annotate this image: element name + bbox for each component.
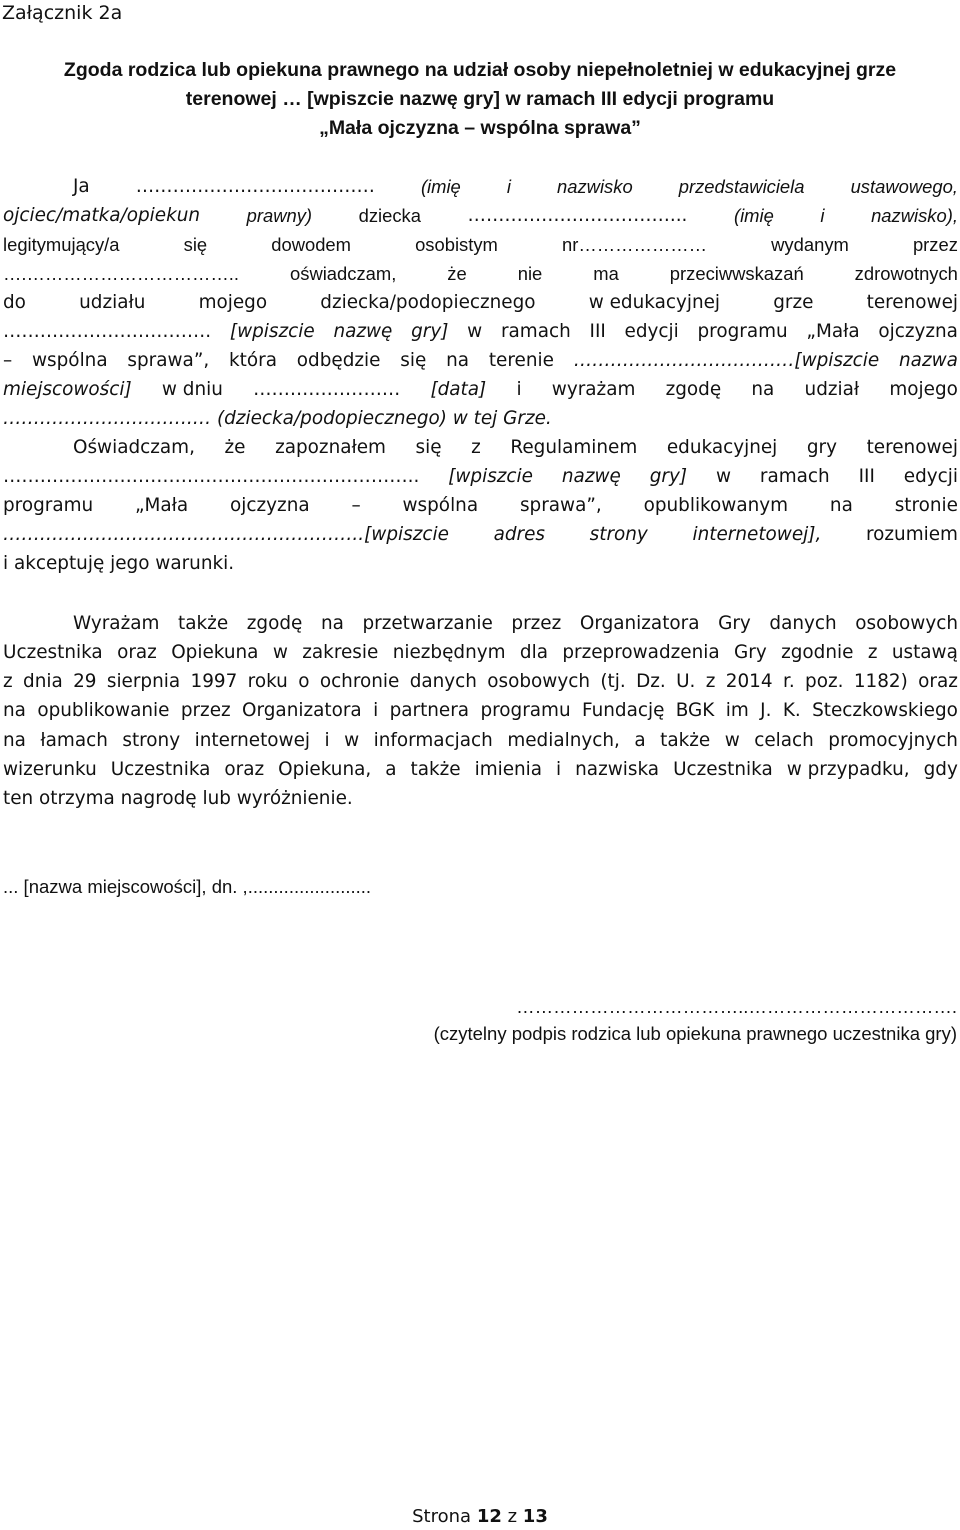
text: zgodę	[665, 379, 722, 400]
text: także	[178, 613, 229, 634]
text: przeciwwskazań	[669, 263, 804, 284]
text: III	[589, 321, 606, 342]
text: zapoznałem	[275, 437, 386, 458]
text: J.	[760, 700, 772, 721]
text: ojczyzna	[878, 321, 958, 342]
text: internetowej],	[692, 524, 822, 545]
text: oraz	[918, 671, 958, 692]
text: się	[183, 234, 208, 255]
p2-line-1	[73, 433, 958, 462]
text: Opiekuna,	[278, 759, 372, 780]
text: internetowej	[194, 730, 311, 751]
text: Steczkowskiego	[812, 700, 958, 721]
p1-line-2	[3, 201, 958, 230]
text: „Mała	[806, 321, 860, 342]
text: 29	[73, 671, 97, 692]
text: na	[3, 700, 26, 721]
text: osobistym	[415, 234, 498, 255]
p1-line-1	[73, 172, 958, 201]
text: r.	[782, 671, 795, 692]
text: Fundację	[582, 700, 665, 721]
text: Gry	[718, 613, 751, 634]
text: III	[858, 466, 875, 487]
text: sprawa”,	[127, 350, 210, 371]
text: edycji	[903, 466, 958, 487]
text: terenowej	[866, 437, 958, 458]
text: Oświadczam,	[73, 437, 195, 458]
text: mojego	[889, 379, 958, 400]
text: a	[385, 759, 397, 780]
text: informacjach	[373, 730, 493, 751]
text: na	[320, 613, 344, 634]
text: odbędzie	[296, 350, 381, 371]
text: gry	[806, 437, 837, 458]
text: że	[224, 437, 246, 458]
text: w edukacyjnej	[588, 292, 721, 313]
text: a	[634, 730, 646, 751]
text: przez	[511, 613, 562, 634]
text: (tj.	[600, 671, 626, 692]
text: w	[724, 730, 740, 751]
text: i	[820, 205, 825, 226]
text: Uczestnika	[3, 642, 103, 663]
text: zdrowotnych	[854, 263, 958, 284]
text: nazwiska	[575, 759, 660, 780]
text: nazwa	[899, 350, 958, 371]
text: nie	[517, 263, 543, 284]
text: ustawowego,	[850, 176, 958, 197]
text: ten otrzyma nagrodę lub wyróżnienie.	[3, 788, 353, 809]
text: udział	[804, 379, 860, 400]
p1-line-4	[3, 259, 958, 288]
fill-dots: ……………………	[253, 379, 401, 400]
text: i akceptuję jego warunki.	[3, 553, 235, 574]
text: Organizatora	[579, 613, 700, 634]
text: na	[3, 730, 26, 751]
text: partnera	[389, 700, 470, 721]
page-current: 12	[476, 1506, 502, 1527]
p3-line-6	[3, 755, 958, 784]
text: Uczestnika	[110, 759, 211, 780]
text: wizerunku	[3, 759, 97, 780]
text: –	[351, 495, 361, 516]
p1-line-3	[3, 230, 958, 259]
text: dowodem	[271, 234, 351, 255]
text: programu	[480, 700, 571, 721]
text: programu	[3, 495, 94, 516]
text: oświadczam,	[290, 263, 397, 284]
text: nazwisko	[557, 176, 633, 197]
text: i	[324, 730, 330, 751]
text: ustawą	[891, 642, 958, 663]
text: programu	[697, 321, 788, 342]
text: [wpiszcie	[448, 466, 533, 487]
text: promocyjnych	[828, 730, 958, 751]
text: wydanym	[771, 234, 849, 255]
text: na	[446, 350, 470, 371]
text: w	[467, 321, 483, 342]
page-total: 13	[522, 1506, 548, 1527]
text: BGK	[675, 700, 715, 721]
text: ojciec/matka/opiekun	[3, 205, 201, 226]
text: w dniu	[161, 379, 223, 400]
text: –	[3, 350, 13, 371]
text: i	[556, 759, 562, 780]
text: że	[447, 263, 467, 284]
text: gry]	[411, 321, 449, 342]
text: ramach	[759, 466, 830, 487]
text: K.	[782, 700, 801, 721]
text: mojego	[198, 292, 268, 313]
text: łamach	[40, 730, 108, 751]
text: gry]	[649, 466, 688, 487]
text: sprawa”,	[519, 495, 602, 516]
text: nr…………………	[561, 234, 708, 255]
text: imienia	[474, 759, 543, 780]
text: z	[3, 671, 13, 692]
text: miejscowości]	[3, 379, 132, 400]
text: opublikowanym	[643, 495, 789, 516]
text: w	[272, 642, 288, 663]
text: udziału	[79, 292, 146, 313]
text: grze	[773, 292, 814, 313]
text: 2014	[725, 671, 773, 692]
text: przez	[912, 234, 958, 255]
text: na	[751, 379, 775, 400]
p1-line-8	[3, 375, 958, 404]
text: i	[373, 700, 379, 721]
text: strony	[122, 730, 181, 751]
text: ma	[593, 263, 619, 284]
text: osobowych	[855, 613, 958, 634]
p2-line-2	[3, 462, 958, 491]
text: wspólna	[32, 350, 108, 371]
p2-line-3	[3, 491, 958, 520]
text: z	[867, 642, 878, 663]
text: strony	[589, 524, 648, 545]
text: Uczestnika	[673, 759, 773, 780]
text: zgodę	[246, 613, 303, 634]
text: zakresie	[302, 642, 379, 663]
fill-dots: …………………………………………………………..	[3, 466, 420, 487]
text: „Mała	[135, 495, 189, 516]
text: osobowych	[487, 671, 590, 692]
title-line-3: „Mała ojczyzna – wspólna sprawa”	[319, 117, 641, 139]
text: [data]	[430, 379, 487, 400]
text: która	[229, 350, 277, 371]
page-prefix: Strona	[412, 1506, 472, 1527]
text: przetwarzanie	[362, 613, 493, 634]
text: przez	[180, 700, 231, 721]
text: adres	[493, 524, 545, 545]
annex-label: Załącznik 2a	[2, 2, 123, 24]
text: ochronie	[319, 671, 400, 692]
signature-label: (czytelny podpis rodzica lub opiekuna prawnego uczestnika gry)	[433, 1023, 957, 1044]
text: zgodnie	[781, 642, 854, 663]
text: ojczyzna	[230, 495, 310, 516]
text: stronie	[894, 495, 958, 516]
text: dla	[519, 642, 548, 663]
text: w przypadku,	[786, 759, 910, 780]
p2-line-5	[3, 549, 958, 578]
text: terenie	[488, 350, 554, 371]
text: do	[3, 292, 26, 313]
text: wyrażam	[551, 379, 636, 400]
text: na	[829, 495, 853, 516]
text: sierpnia	[106, 671, 181, 692]
text: Ja	[73, 176, 90, 197]
text: także	[660, 730, 711, 751]
text: z	[471, 437, 481, 458]
p1-line-6	[3, 317, 958, 346]
signature-dots: ………………………………..…………………………….	[516, 996, 957, 1017]
text: Dz.	[636, 671, 666, 692]
text: medialnych,	[507, 730, 620, 751]
text: 1997	[190, 671, 238, 692]
text: się	[415, 437, 442, 458]
p3-line-7	[3, 784, 958, 813]
text: Gry	[734, 642, 767, 663]
text: nazwę	[333, 321, 393, 342]
text: i	[516, 379, 522, 400]
page-separator: z	[507, 1506, 518, 1527]
title-line-1: Zgoda rodzica lub opiekuna prawnego na udział osoby niepełnoletniej w edukacyjnej grze	[63, 59, 897, 81]
text: dziecka/podopiecznego	[320, 292, 536, 313]
text: Wyrażam	[73, 613, 160, 634]
p1-line-5	[3, 288, 958, 317]
page-footer	[0, 1504, 960, 1530]
p3-line-3	[3, 667, 958, 696]
text: przeprowadzenia	[562, 642, 720, 663]
text: Organizatora	[242, 700, 362, 721]
text: legitymujący/a	[3, 234, 120, 255]
p3-line-4	[3, 696, 958, 725]
text: przedstawiciela	[678, 176, 805, 197]
text: o	[298, 671, 310, 692]
text: roku	[247, 671, 288, 692]
p3-line-5	[3, 726, 958, 755]
text: w	[344, 730, 360, 751]
text: się	[400, 350, 427, 371]
text: oraz	[117, 642, 157, 663]
text: ramach	[500, 321, 571, 342]
text: z	[705, 671, 716, 692]
p3-line-2	[3, 638, 958, 667]
text: prawny)	[246, 205, 313, 226]
text: rozumiem	[865, 524, 958, 545]
text: 1182)	[853, 671, 908, 692]
text: U.	[676, 671, 696, 692]
text: (imię	[733, 205, 774, 226]
text: danych	[409, 671, 477, 692]
p3-line-1	[73, 609, 958, 638]
text: …………………………………………………..[wpiszcie	[3, 524, 449, 545]
fill-dots: ……………………………...	[467, 205, 688, 226]
text: i	[506, 176, 511, 197]
text: Regulaminem	[510, 437, 638, 458]
place-date-field: ... [nazwa miejscowości], dn. ,........................	[3, 876, 372, 897]
fill-dots: …………………………….	[3, 321, 212, 342]
text: ………………………………[wpiszcie	[573, 350, 880, 371]
text: wspólna	[402, 495, 479, 516]
fill-dots: ….……………………………..	[3, 263, 240, 284]
text: (imię	[420, 176, 461, 197]
text: Opiekuna	[171, 642, 259, 663]
text: ………………………….… (dziecka/podopiecznego) w tej Grze.	[3, 408, 552, 429]
title-line-2: terenowej … [wpiszcie nazwę gry] w ramach III edycji programu	[185, 88, 775, 110]
p1-line-7	[3, 346, 958, 375]
text: opublikowanie	[37, 700, 170, 721]
text: nazwisko),	[871, 205, 958, 226]
text: celach	[754, 730, 814, 751]
text: [wpiszcie	[229, 321, 315, 342]
text: edukacyjnej	[666, 437, 778, 458]
text: w	[715, 466, 731, 487]
text: dziecka	[358, 205, 421, 226]
text: oraz	[224, 759, 265, 780]
p1-line-9	[3, 404, 958, 433]
text: niezbędnym	[392, 642, 506, 663]
text: gdy	[923, 759, 958, 780]
text: poz.	[805, 671, 844, 692]
p2-line-4	[3, 520, 958, 549]
text: terenowej	[866, 292, 958, 313]
text: dnia	[23, 671, 63, 692]
text: nazwę	[561, 466, 621, 487]
text: także	[410, 759, 461, 780]
text: im	[725, 700, 749, 721]
text: edycji	[624, 321, 679, 342]
text: danych	[769, 613, 837, 634]
fill-dots: …………………………………	[135, 176, 375, 197]
